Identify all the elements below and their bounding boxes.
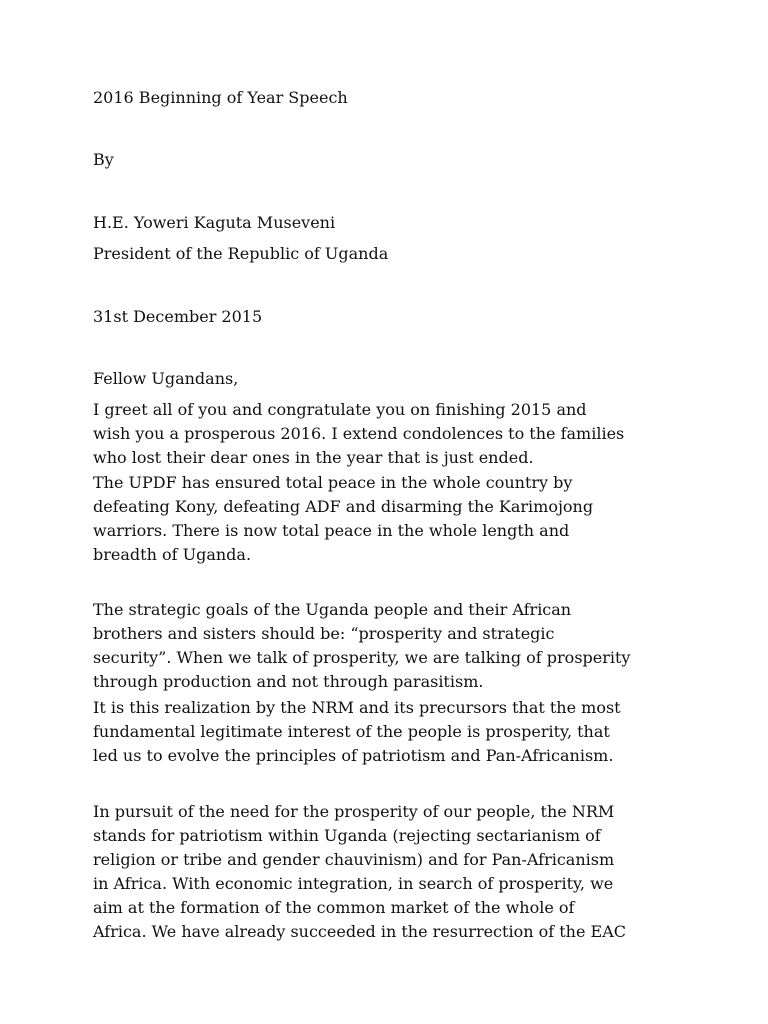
paragraph-pan-africanism <box>93 800 693 944</box>
paragraph-line: security”. When we talk of prosperity, we are talking of prosperity <box>93 648 631 667</box>
author-role: President of the Republic of Uganda <box>93 244 389 263</box>
paragraph-line: The UPDF has ensured total peace in the whole country by <box>93 473 573 492</box>
paragraph-realization <box>93 696 693 768</box>
paragraph-line: through production and not through parasitism. <box>93 672 484 691</box>
paragraph-line: It is this realization by the NRM and its precursors that the most <box>93 698 621 717</box>
salutation: Fellow Ugandans, <box>93 369 239 388</box>
speech-date: 31st December 2015 <box>93 307 263 326</box>
paragraph-strategic-goals <box>93 598 693 694</box>
paragraph-peace <box>93 471 693 567</box>
paragraph-line: led us to evolve the principles of patriotism and Pan-Africanism. <box>93 746 614 765</box>
paragraph-line: fundamental legitimate interest of the people is prosperity, that <box>93 722 610 741</box>
paragraph-line: defeating Kony, defeating ADF and disarming the Karimojong <box>93 497 594 516</box>
byline-label: By <box>93 150 114 169</box>
paragraph-line: Africa. We have already succeeded in the resurrection of the EAC <box>93 922 626 941</box>
paragraph-line: who lost their dear ones in the year that is just ended. <box>93 448 534 467</box>
paragraph-line: breadth of Uganda. <box>93 545 252 564</box>
author-name: H.E. Yoweri Kaguta Museveni <box>93 213 336 232</box>
document-title: 2016 Beginning of Year Speech <box>93 88 348 107</box>
paragraph-line: I greet all of you and congratulate you on finishing 2015 and <box>93 400 587 419</box>
paragraph-line: religion or tribe and gender chauvinism) and for Pan-Africanism <box>93 850 615 869</box>
paragraph-line: The strategic goals of the Uganda people and their African <box>93 600 572 619</box>
paragraph-line: aim at the formation of the common market of the whole of <box>93 898 575 917</box>
paragraph-line: warriors. There is now total peace in the whole length and <box>93 521 570 540</box>
paragraph-line: brothers and sisters should be: “prosperity and strategic <box>93 624 555 643</box>
paragraph-line: stands for patriotism within Uganda (rejecting sectarianism of <box>93 826 601 845</box>
paragraph-line: In pursuit of the need for the prosperity of our people, the NRM <box>93 802 615 821</box>
paragraph-line: in Africa. With economic integration, in search of prosperity, we <box>93 874 614 893</box>
paragraph-line: wish you a prosperous 2016. I extend condolences to the families <box>93 424 625 443</box>
paragraph-greeting <box>93 398 693 470</box>
